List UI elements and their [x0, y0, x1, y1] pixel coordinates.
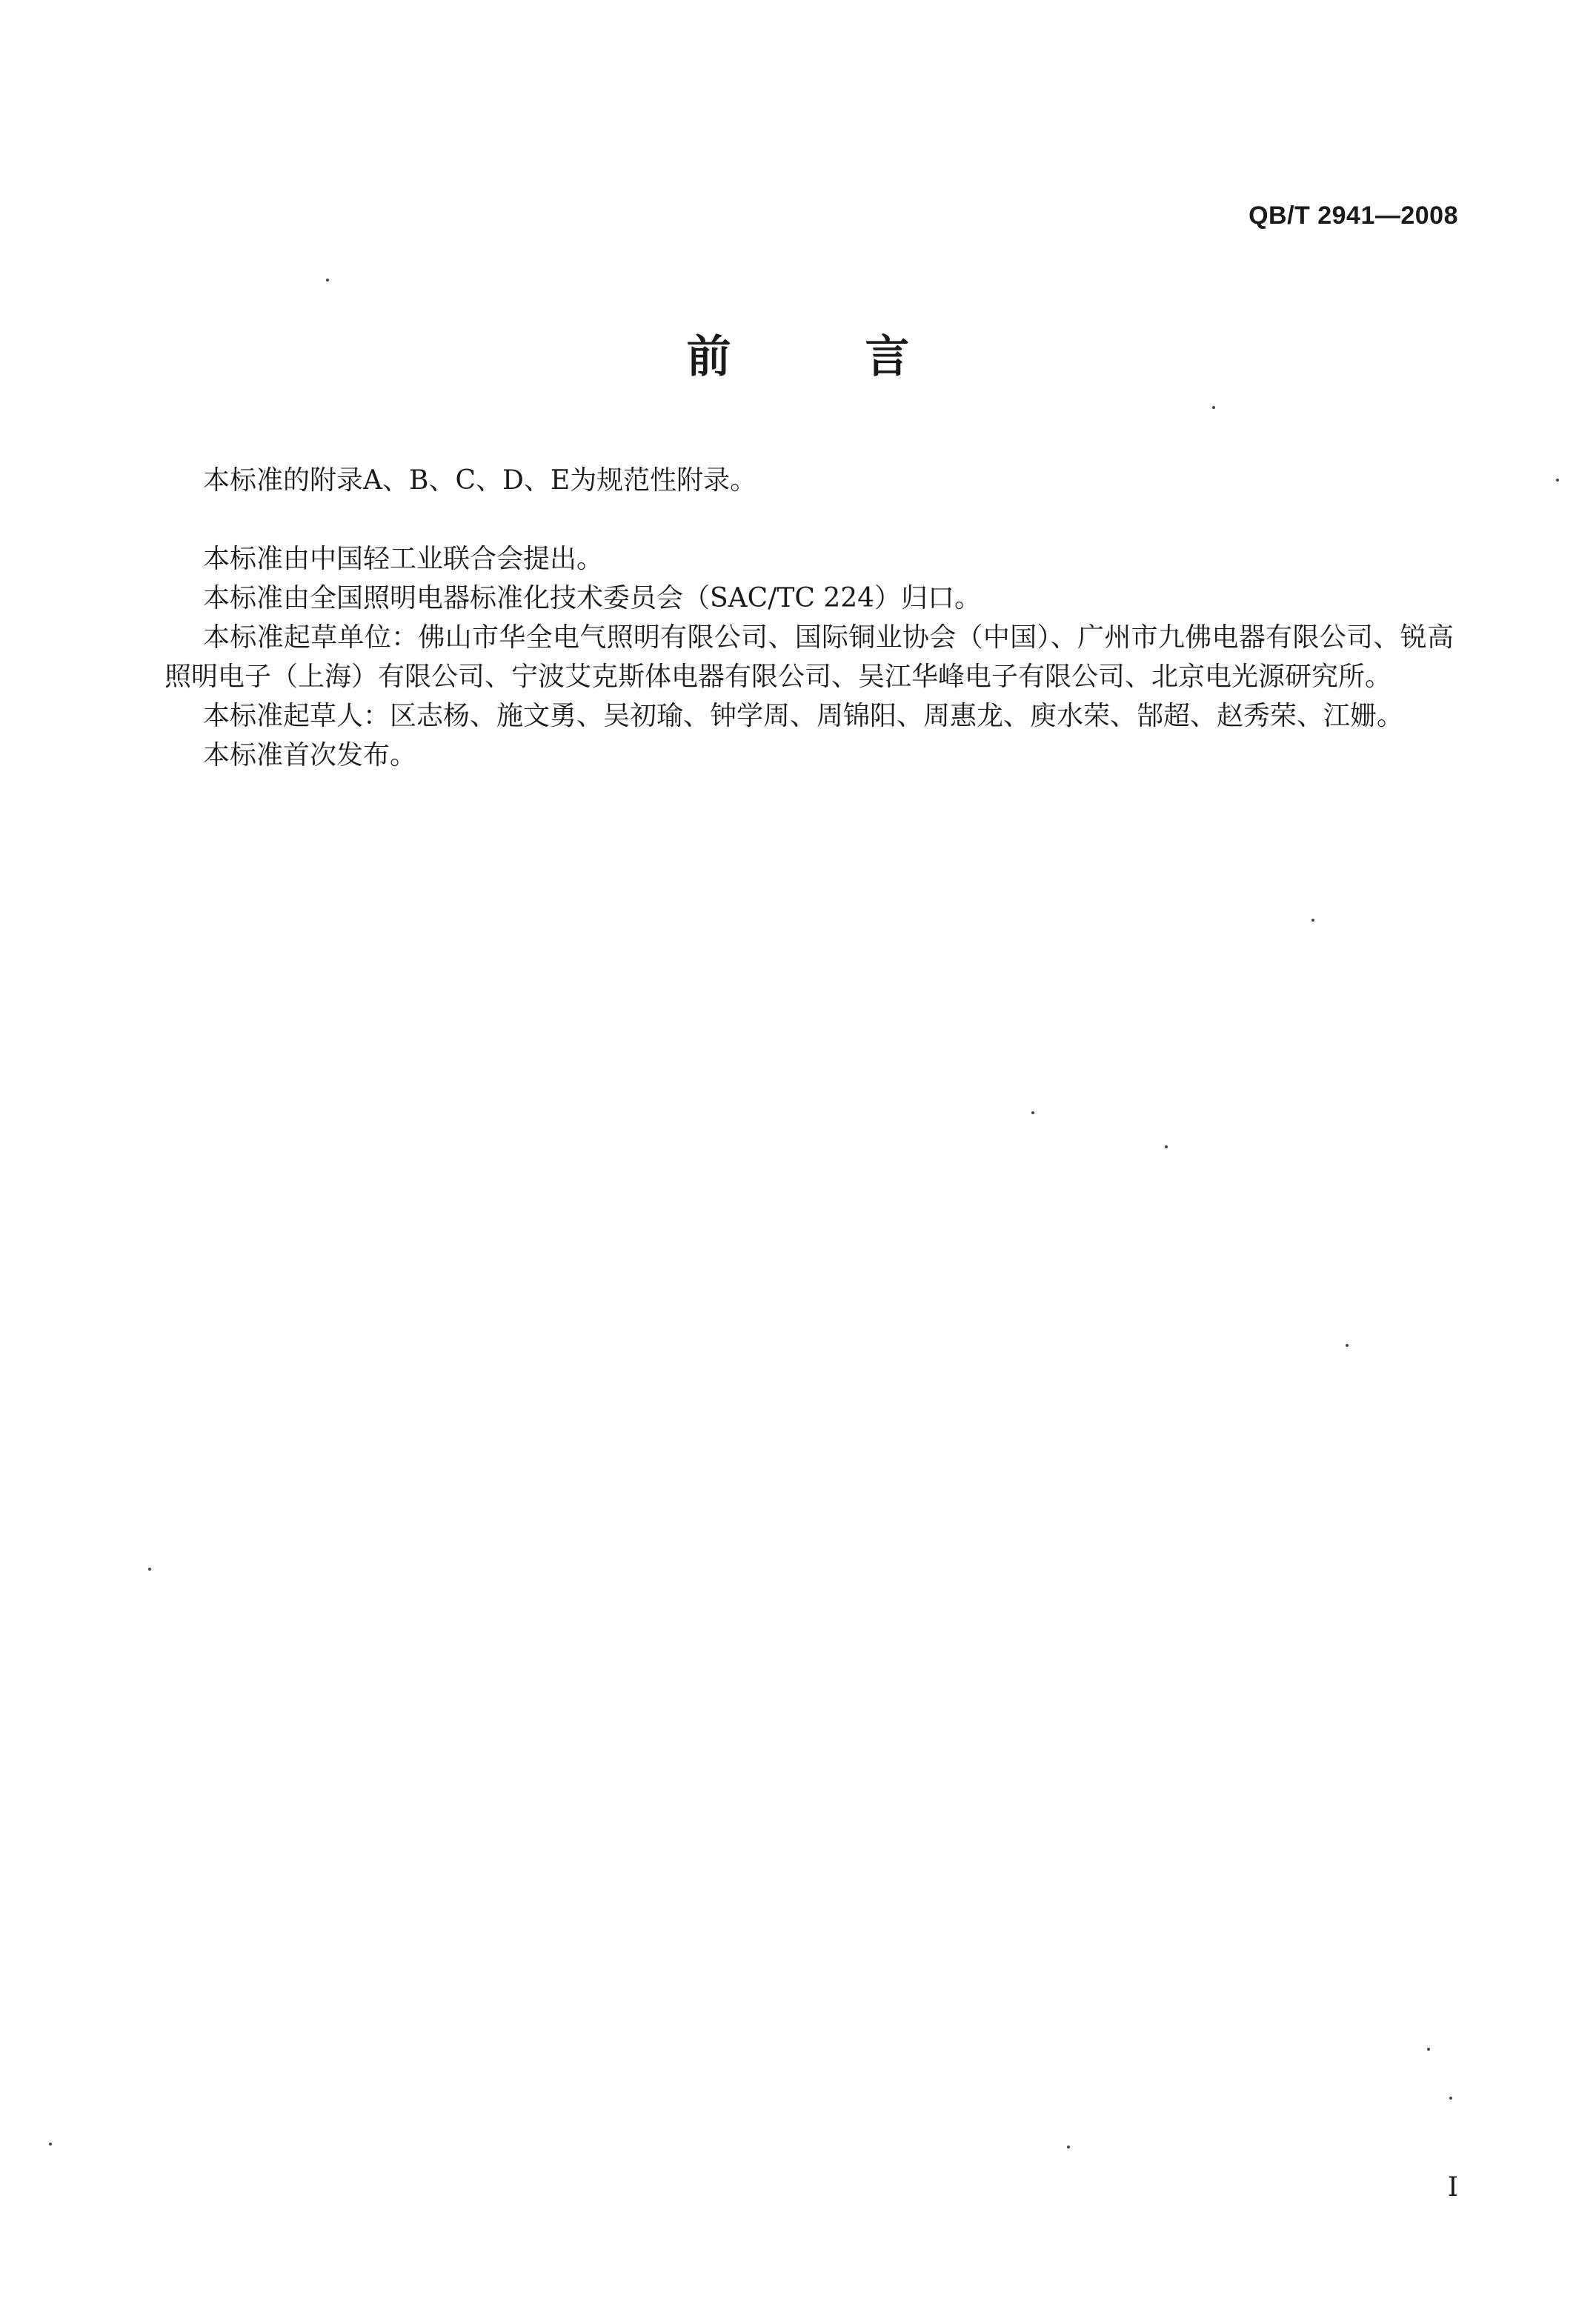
scan-speck	[1067, 2146, 1070, 2148]
scan-speck	[1449, 2097, 1452, 2100]
scan-speck	[1346, 1344, 1349, 1347]
paragraph-first-release: 本标准首次发布。	[203, 740, 417, 770]
scan-speck	[326, 279, 329, 282]
scan-speck	[1427, 2048, 1430, 2051]
paragraph-committee: 本标准由全国照明电器标准化技术委员会（SAC/TC 224）归口。	[203, 583, 982, 613]
scan-speck	[1165, 1145, 1168, 1148]
scan-speck	[1212, 406, 1215, 409]
scan-speck	[49, 2143, 52, 2146]
paragraph-drafters: 本标准起草人：区志杨、施文勇、吴初瑜、钟学周、周锦阳、周惠龙、庾水荣、郜超、赵秀荣、江姗。	[203, 701, 1404, 731]
page-title: 前 言	[686, 331, 969, 383]
foreword-body	[164, 461, 1454, 775]
standard-code: QB/T 2941—2008	[1248, 202, 1458, 230]
scan-speck	[148, 1568, 151, 1571]
page-number: I	[1447, 2172, 1458, 2203]
scan-speck	[1311, 919, 1314, 922]
paragraph-appendix: 本标准的附录A、B、C、D、E为规范性附录。	[203, 465, 757, 496]
paragraph-proposer: 本标准由中国轻工业联合会提出。	[203, 544, 604, 574]
scan-speck	[1556, 479, 1559, 482]
paragraph-drafting-units: 本标准起草单位：佛山市华全电气照明有限公司、国际铜业协会（中国）、广州市九佛电器有限公司、锐高照明电子（上海）有限公司、宁波艾克斯体电器有限公司、吴江华峰电子有限公司、北京电光源研究所。	[164, 622, 1454, 692]
scan-speck	[1031, 1111, 1034, 1114]
